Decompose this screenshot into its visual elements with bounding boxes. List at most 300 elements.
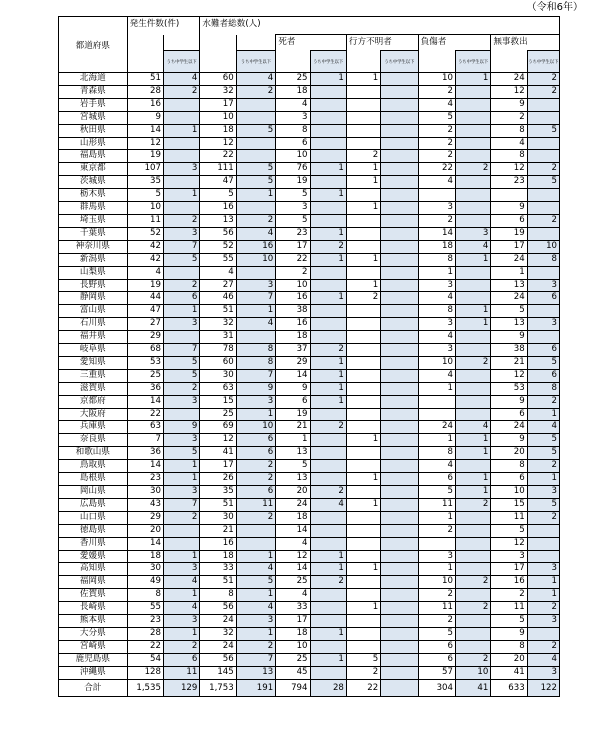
incidents-cell: 107 — [127, 163, 163, 176]
incidents-cell: 27 — [127, 318, 163, 331]
victims-minor-cell: 1 — [236, 189, 275, 202]
deaths-minor-cell — [310, 150, 346, 163]
rescued-cell: 5 — [491, 305, 527, 318]
deaths-minor-cell — [310, 279, 346, 292]
missing-cell: 1 — [346, 176, 380, 189]
incidents-cell: 68 — [127, 344, 163, 357]
rescued-minor-cell: 2 — [527, 640, 559, 653]
injured-cell: 8 — [418, 305, 455, 318]
prefecture-cell: 長野県 — [59, 279, 128, 292]
injured-minor-cell — [455, 408, 490, 421]
missing-cell — [346, 460, 380, 473]
table-row — [59, 434, 560, 447]
injured-minor-cell: 2 — [455, 576, 490, 589]
victims-minor-cell: 3 — [236, 615, 275, 628]
incidents-minor-cell — [163, 150, 199, 163]
missing-cell: 1 — [346, 563, 380, 576]
table-row — [59, 615, 560, 628]
header-missing: 行方不明者 — [346, 35, 418, 51]
rescued-minor-cell: 2 — [527, 214, 559, 227]
missing-cell: 2 — [346, 292, 380, 305]
incidents-cell: 18 — [127, 550, 163, 563]
rescued-minor-cell: 3 — [527, 318, 559, 331]
missing-minor-cell — [381, 98, 418, 111]
missing-cell — [346, 408, 380, 421]
injured-cell: 4 — [418, 98, 455, 111]
victims-minor-cell: 4 — [236, 227, 275, 240]
deaths-cell: 21 — [276, 421, 310, 434]
rescued-cell: 8 — [491, 460, 527, 473]
injured-minor-cell — [455, 511, 490, 524]
injured-cell: 1 — [418, 266, 455, 279]
injured-cell: 5 — [418, 111, 455, 124]
injured-cell: 10 — [418, 73, 455, 86]
incidents-cell: 128 — [127, 666, 163, 679]
incidents-minor-cell: 3 — [163, 563, 199, 576]
missing-minor-cell — [381, 447, 418, 460]
incidents-minor-cell: 1 — [163, 189, 199, 202]
deaths-minor-cell: 2 — [310, 576, 346, 589]
injured-minor-cell — [455, 85, 490, 98]
victims-cell: 24 — [200, 615, 236, 628]
victims-cell: 31 — [200, 331, 236, 344]
victims-minor-cell: 3 — [236, 279, 275, 292]
missing-cell — [346, 98, 380, 111]
injured-minor-cell: 4 — [455, 240, 490, 253]
victims-cell: 52 — [200, 240, 236, 253]
table-row — [59, 73, 560, 86]
prefecture-cell: 山口県 — [59, 511, 128, 524]
victims-minor-cell — [236, 137, 275, 150]
injured-cell: 2 — [418, 524, 455, 537]
rescued-cell: 13 — [491, 318, 527, 331]
prefecture-cell: 島根県 — [59, 473, 128, 486]
table-row — [59, 305, 560, 318]
incidents-minor-cell: 1 — [163, 589, 199, 602]
rescued-cell: 12 — [491, 85, 527, 98]
deaths-minor-cell — [310, 511, 346, 524]
incidents-minor-cell: 1 — [163, 550, 199, 563]
deaths-minor-cell: 1 — [310, 369, 346, 382]
injured-cell: 4 — [418, 369, 455, 382]
prefecture-cell: 滋賀県 — [59, 382, 128, 395]
sub-header: うち中学生以下 — [236, 51, 275, 73]
deaths-cell: 4 — [276, 537, 310, 550]
deaths-minor-cell: 1 — [310, 563, 346, 576]
rescued-minor-cell: 1 — [527, 408, 559, 421]
table-row — [59, 537, 560, 550]
table-row — [59, 421, 560, 434]
table-body — [59, 73, 560, 697]
missing-cell — [346, 214, 380, 227]
missing-minor-cell — [381, 498, 418, 511]
incidents-minor-cell: 4 — [163, 576, 199, 589]
deaths-minor-cell — [310, 615, 346, 628]
missing-minor-cell — [381, 176, 418, 189]
table-row — [59, 524, 560, 537]
incidents-minor-cell — [163, 266, 199, 279]
prefecture-cell: 宮城県 — [59, 111, 128, 124]
rescued-minor-cell: 1 — [527, 576, 559, 589]
victims-minor-cell — [236, 150, 275, 163]
table-row — [59, 589, 560, 602]
rescued-cell: 15 — [491, 498, 527, 511]
prefecture-cell: 和歌山県 — [59, 447, 128, 460]
missing-cell — [346, 589, 380, 602]
missing-cell — [346, 550, 380, 563]
deaths-minor-cell: 1 — [310, 395, 346, 408]
incidents-minor-cell: 3 — [163, 615, 199, 628]
incidents-cell: 7 — [127, 434, 163, 447]
victims-cell: 111 — [200, 163, 236, 176]
deaths-cell: 3 — [276, 111, 310, 124]
incidents-minor-cell — [163, 408, 199, 421]
incidents-cell: 28 — [127, 627, 163, 640]
prefecture-cell: 神奈川県 — [59, 240, 128, 253]
missing-minor-cell — [381, 537, 418, 550]
missing-minor-cell — [381, 653, 418, 666]
rescued-minor-cell — [527, 98, 559, 111]
table-row — [59, 602, 560, 615]
injured-minor-cell — [455, 563, 490, 576]
deaths-minor-cell — [310, 124, 346, 137]
victims-cell: 5 — [200, 189, 236, 202]
injured-minor-cell: 2 — [455, 498, 490, 511]
injured-minor-cell — [455, 111, 490, 124]
injured-cell: 11 — [418, 498, 455, 511]
prefecture-cell: 茨城県 — [59, 176, 128, 189]
incidents-minor-cell: 2 — [163, 382, 199, 395]
table-row — [59, 253, 560, 266]
incidents-cell: 23 — [127, 473, 163, 486]
missing-cell: 1 — [346, 434, 380, 447]
prefecture-cell: 栃木県 — [59, 189, 128, 202]
missing-cell: 2 — [346, 150, 380, 163]
missing-cell: 1 — [346, 473, 380, 486]
deaths-cell: 16 — [276, 292, 310, 305]
victims-minor-cell: 1 — [236, 627, 275, 640]
prefecture-cell: 群馬県 — [59, 202, 128, 215]
deaths-cell: 8 — [276, 124, 310, 137]
table-row — [59, 344, 560, 357]
victims-minor-cell: 3 — [236, 395, 275, 408]
incidents-minor-cell — [163, 111, 199, 124]
rescued-cell: 11 — [491, 511, 527, 524]
injured-cell: 2 — [418, 85, 455, 98]
rescued-minor-cell: 122 — [527, 679, 559, 696]
table-row — [59, 176, 560, 189]
deaths-minor-cell: 1 — [310, 382, 346, 395]
incidents-cell: 29 — [127, 511, 163, 524]
deaths-cell: 5 — [276, 189, 310, 202]
missing-minor-cell — [381, 408, 418, 421]
deaths-minor-cell — [310, 434, 346, 447]
injured-cell: 11 — [418, 602, 455, 615]
deaths-cell: 12 — [276, 550, 310, 563]
prefecture-cell: 青森県 — [59, 85, 128, 98]
deaths-minor-cell — [310, 640, 346, 653]
table-row — [59, 98, 560, 111]
table-row — [59, 331, 560, 344]
incidents-minor-cell: 7 — [163, 498, 199, 511]
deaths-minor-cell — [310, 524, 346, 537]
missing-cell — [346, 382, 380, 395]
incidents-minor-cell: 3 — [163, 163, 199, 176]
injured-cell: 57 — [418, 666, 455, 679]
prefecture-cell: 大阪府 — [59, 408, 128, 421]
missing-minor-cell — [381, 473, 418, 486]
deaths-cell: 1 — [276, 434, 310, 447]
incidents-minor-cell — [163, 202, 199, 215]
rescued-minor-cell — [527, 524, 559, 537]
deaths-minor-cell — [310, 318, 346, 331]
rescued-minor-cell: 2 — [527, 73, 559, 86]
header-prefecture: 都道府県 — [59, 17, 128, 73]
missing-cell — [346, 576, 380, 589]
victims-minor-cell: 9 — [236, 382, 275, 395]
injured-cell: 3 — [418, 344, 455, 357]
deaths-cell: 25 — [276, 73, 310, 86]
missing-cell: 1 — [346, 602, 380, 615]
injured-minor-cell — [455, 627, 490, 640]
victims-cell: 17 — [200, 98, 236, 111]
rescued-cell: 24 — [491, 253, 527, 266]
missing-cell: 1 — [346, 253, 380, 266]
rescued-cell: 9 — [491, 434, 527, 447]
victims-minor-cell: 1 — [236, 550, 275, 563]
deaths-minor-cell: 1 — [310, 73, 346, 86]
victims-cell: 56 — [200, 227, 236, 240]
incidents-cell: 22 — [127, 408, 163, 421]
rescued-minor-cell — [527, 111, 559, 124]
rescued-minor-cell: 1 — [527, 589, 559, 602]
incidents-minor-cell: 2 — [163, 85, 199, 98]
deaths-minor-cell — [310, 447, 346, 460]
incidents-minor-cell: 6 — [163, 292, 199, 305]
victims-minor-cell: 5 — [236, 163, 275, 176]
missing-cell: 1 — [346, 73, 380, 86]
missing-cell: 2 — [346, 666, 380, 679]
injured-cell: 3 — [418, 318, 455, 331]
rescued-minor-cell — [527, 189, 559, 202]
deaths-cell: 14 — [276, 563, 310, 576]
injured-cell: 5 — [418, 486, 455, 499]
rescued-minor-cell: 6 — [527, 292, 559, 305]
injured-minor-cell: 1 — [455, 73, 490, 86]
missing-cell — [346, 627, 380, 640]
victims-minor-cell: 7 — [236, 292, 275, 305]
prefecture-cell: 静岡県 — [59, 292, 128, 305]
rescued-cell: 6 — [491, 473, 527, 486]
missing-minor-cell — [381, 214, 418, 227]
deaths-cell: 37 — [276, 344, 310, 357]
rescued-cell: 1 — [491, 266, 527, 279]
deaths-cell: 24 — [276, 498, 310, 511]
prefecture-cell: 大分県 — [59, 627, 128, 640]
prefecture-cell: 鳥取県 — [59, 460, 128, 473]
sub-header: うち中学生以下 — [163, 51, 199, 73]
incidents-minor-cell: 4 — [163, 73, 199, 86]
deaths-minor-cell — [310, 137, 346, 150]
rescued-minor-cell: 8 — [527, 382, 559, 395]
injured-minor-cell: 2 — [455, 653, 490, 666]
table-row — [59, 408, 560, 421]
table-row — [59, 666, 560, 679]
table-row — [59, 473, 560, 486]
rescued-cell: 24 — [491, 73, 527, 86]
incidents-minor-cell: 5 — [163, 356, 199, 369]
incidents-cell: 14 — [127, 395, 163, 408]
rescued-minor-cell — [527, 305, 559, 318]
table-row — [59, 202, 560, 215]
rescued-minor-cell: 3 — [527, 279, 559, 292]
victims-minor-cell: 4 — [236, 563, 275, 576]
deaths-minor-cell: 1 — [310, 653, 346, 666]
victims-minor-cell: 5 — [236, 576, 275, 589]
deaths-minor-cell — [310, 305, 346, 318]
injured-minor-cell — [455, 344, 490, 357]
deaths-minor-cell: 2 — [310, 344, 346, 357]
missing-minor-cell — [381, 85, 418, 98]
deaths-cell: 18 — [276, 511, 310, 524]
rescued-cell: 8 — [491, 150, 527, 163]
injured-minor-cell: 1 — [455, 473, 490, 486]
injured-cell: 4 — [418, 460, 455, 473]
incidents-minor-cell: 2 — [163, 511, 199, 524]
prefecture-cell: 福井県 — [59, 331, 128, 344]
missing-minor-cell — [381, 137, 418, 150]
missing-cell — [346, 524, 380, 537]
rescued-cell: 9 — [491, 202, 527, 215]
deaths-cell: 20 — [276, 486, 310, 499]
incidents-minor-cell: 2 — [163, 214, 199, 227]
sub-header: うち中学生以下 — [455, 51, 490, 73]
incidents-cell: 52 — [127, 227, 163, 240]
rescued-minor-cell — [527, 550, 559, 563]
missing-minor-cell — [381, 382, 418, 395]
injured-minor-cell — [455, 150, 490, 163]
rescued-minor-cell: 2 — [527, 85, 559, 98]
injured-cell: 2 — [418, 615, 455, 628]
incidents-cell: 12 — [127, 137, 163, 150]
injured-cell: 6 — [418, 473, 455, 486]
missing-cell — [346, 447, 380, 460]
injured-cell: 2 — [418, 124, 455, 137]
deaths-minor-cell — [310, 176, 346, 189]
injured-minor-cell — [455, 395, 490, 408]
prefecture-cell: 岐阜県 — [59, 344, 128, 357]
deaths-cell: 4 — [276, 589, 310, 602]
injured-minor-cell — [455, 640, 490, 653]
header-deaths: 死者 — [276, 35, 347, 51]
rescued-cell: 6 — [491, 214, 527, 227]
header-incidents: 発生件数(件) — [127, 17, 200, 35]
missing-minor-cell — [381, 279, 418, 292]
victims-minor-cell: 8 — [236, 344, 275, 357]
injured-minor-cell: 1 — [455, 447, 490, 460]
victims-minor-cell: 2 — [236, 214, 275, 227]
injured-cell: 10 — [418, 576, 455, 589]
victims-minor-cell: 2 — [236, 460, 275, 473]
injured-cell: 3 — [418, 550, 455, 563]
deaths-minor-cell: 2 — [310, 421, 346, 434]
prefecture-cell: 東京都 — [59, 163, 128, 176]
missing-cell — [346, 369, 380, 382]
rescued-minor-cell: 5 — [527, 498, 559, 511]
deaths-minor-cell: 4 — [310, 498, 346, 511]
missing-cell — [346, 137, 380, 150]
deaths-cell: 10 — [276, 279, 310, 292]
incidents-minor-cell: 3 — [163, 486, 199, 499]
missing-minor-cell — [381, 421, 418, 434]
table-row — [59, 653, 560, 666]
victims-cell: 1,753 — [200, 679, 236, 696]
prefecture-cell: 岩手県 — [59, 98, 128, 111]
prefecture-cell: 埼玉県 — [59, 214, 128, 227]
injured-cell: 8 — [418, 447, 455, 460]
victims-cell: 35 — [200, 486, 236, 499]
missing-cell — [346, 395, 380, 408]
incidents-cell: 49 — [127, 576, 163, 589]
deaths-minor-cell: 1 — [310, 189, 346, 202]
incidents-cell: 20 — [127, 524, 163, 537]
victims-minor-cell: 191 — [236, 679, 275, 696]
deaths-minor-cell — [310, 202, 346, 215]
deaths-minor-cell — [310, 408, 346, 421]
deaths-cell: 45 — [276, 666, 310, 679]
incidents-minor-cell: 2 — [163, 279, 199, 292]
missing-minor-cell — [381, 627, 418, 640]
victims-cell: 8 — [200, 589, 236, 602]
deaths-cell: 29 — [276, 356, 310, 369]
table-row — [59, 640, 560, 653]
deaths-minor-cell — [310, 331, 346, 344]
incidents-minor-cell: 3 — [163, 318, 199, 331]
rescued-cell: 21 — [491, 356, 527, 369]
header-victims-total: 水難者総数(人) — [200, 17, 560, 35]
rescued-cell: 12 — [491, 369, 527, 382]
incidents-cell: 51 — [127, 73, 163, 86]
injured-minor-cell — [455, 137, 490, 150]
injured-minor-cell: 1 — [455, 318, 490, 331]
deaths-minor-cell — [310, 473, 346, 486]
deaths-cell: 22 — [276, 253, 310, 266]
victims-cell: 55 — [200, 253, 236, 266]
deaths-minor-cell: 1 — [310, 163, 346, 176]
incidents-minor-cell — [163, 98, 199, 111]
victims-cell: 51 — [200, 498, 236, 511]
deaths-cell: 6 — [276, 137, 310, 150]
table-row — [59, 124, 560, 137]
injured-minor-cell: 1 — [455, 486, 490, 499]
missing-minor-cell — [381, 602, 418, 615]
missing-minor-cell — [381, 589, 418, 602]
deaths-cell: 19 — [276, 408, 310, 421]
table-row — [59, 486, 560, 499]
injured-cell: 18 — [418, 240, 455, 253]
missing-cell: 5 — [346, 653, 380, 666]
injured-minor-cell: 1 — [455, 305, 490, 318]
missing-cell — [346, 421, 380, 434]
victims-minor-cell: 11 — [236, 498, 275, 511]
victims-cell: 27 — [200, 279, 236, 292]
injured-cell: 2 — [418, 150, 455, 163]
rescued-cell: 10 — [491, 486, 527, 499]
incidents-cell: 16 — [127, 98, 163, 111]
prefecture-cell: 三重県 — [59, 369, 128, 382]
sub-header: うち中学生以下 — [310, 51, 346, 73]
incidents-minor-cell: 7 — [163, 344, 199, 357]
